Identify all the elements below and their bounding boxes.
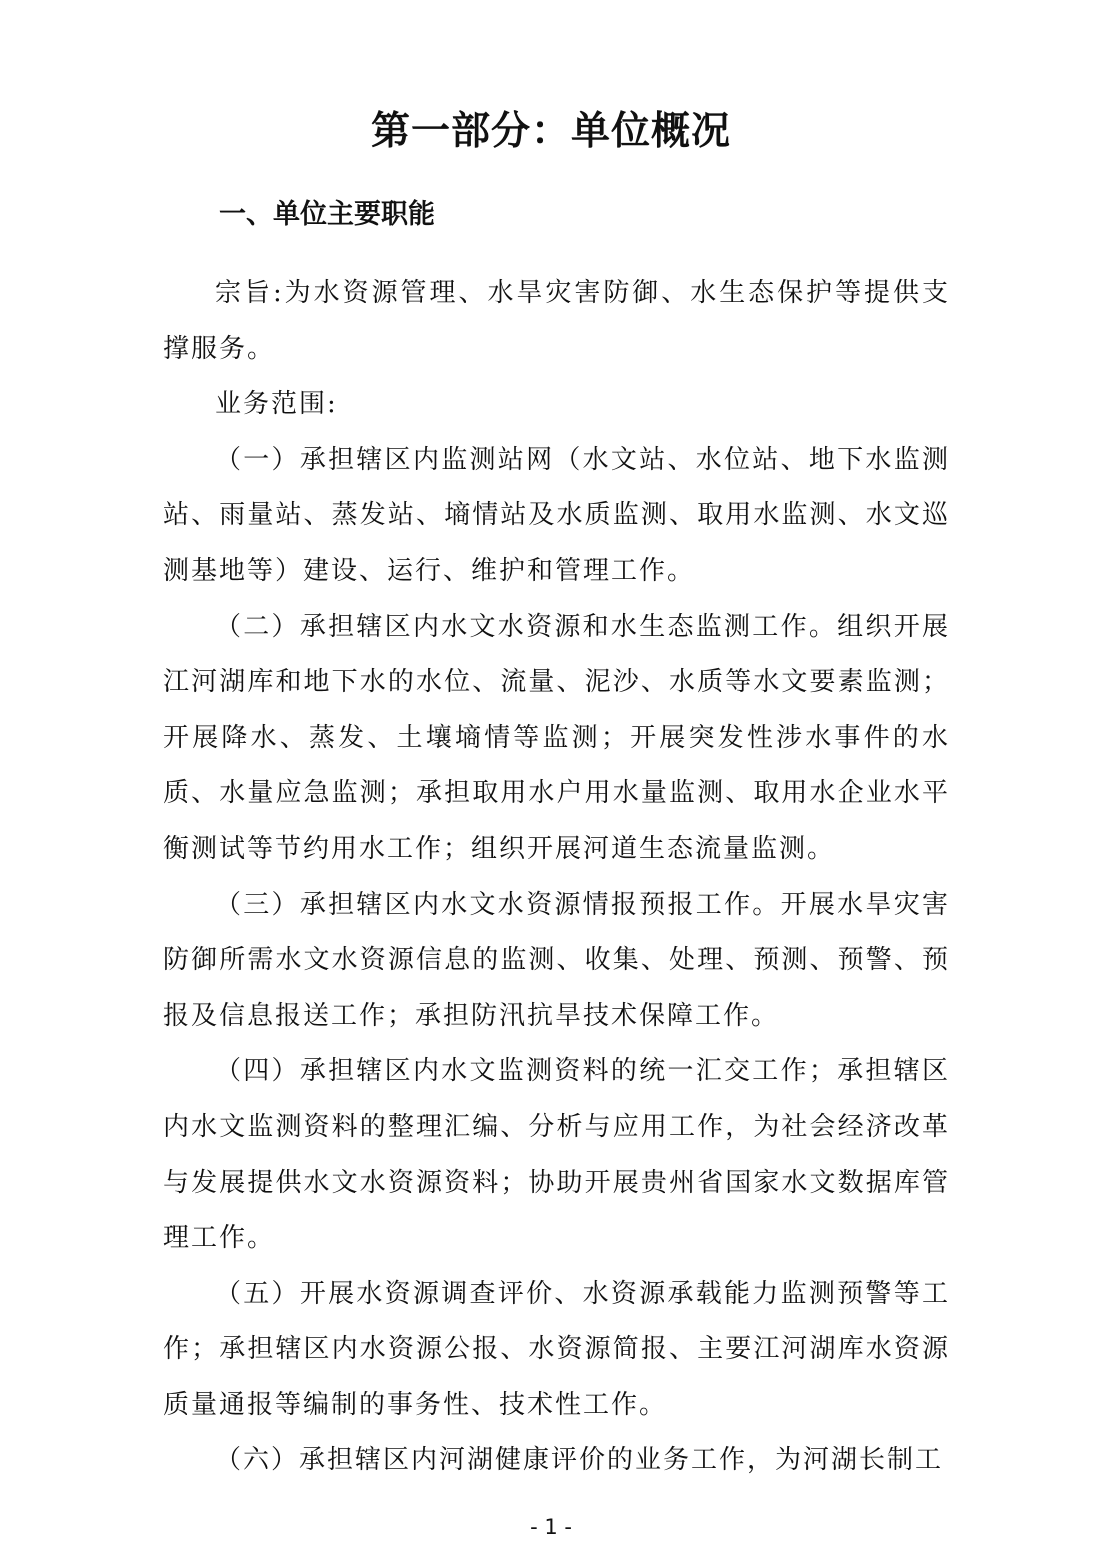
page-title: 第一部分：单位概况 — [370, 109, 731, 154]
paragraph-scope-label: 业务范围: — [215, 389, 338, 420]
body-text — [163, 266, 950, 1489]
paragraph-item-3: （三）承担辖区内水文水资源情报预报工作。开展水旱灾害防御所需水文水资源信息的监测、收集、处理、预测、预警、预报及信息报送工作；承担防汛抗旱技术保障工作。 — [163, 889, 950, 1031]
paragraph-item-4: （四）承担辖区内水文监测资料的统一汇交工作；承担辖区内水文监测资料的整理汇编、分析与应用工作，为社会经济改革与发展提供水文水资源资料；协助开展贵州省国家水文数据库管理工作。 — [163, 1056, 950, 1254]
paragraph-item-1: （一）承担辖区内监测站网（水文站、水位站、地下水监测站、雨量站、蒸发站、墒情站及水质监测、取用水监测、水文巡测基地等）建设、运行、维护和管理工作。 — [163, 444, 950, 586]
page-number: - 1 - — [530, 1515, 572, 1539]
section-heading: 一、单位主要职能 — [219, 199, 435, 230]
paragraph-item-6: （六）承担辖区内河湖健康评价的业务工作，为河湖长制工 — [215, 1445, 944, 1476]
paragraph-item-2: （二）承担辖区内水文水资源和水生态监测工作。组织开展江河湖库和地下水的水位、流量、泥沙、水质等水文要素监测；开展降水、蒸发、土壤墒情等监测；开展突发性涉水事件的水质、水量应急监测；承担取用水户用水量监测、取用水企业水平衡测试等节约用水工作；组织开展河道生态流量监测。 — [163, 611, 950, 864]
paragraph-purpose: 宗旨:为水资源管理、水旱灾害防御、水生态保护等提供支撑服务。 — [163, 278, 950, 364]
paragraph-item-5: （五）开展水资源调查评价、水资源承载能力监测预警等工作；承担辖区内水资源公报、水资源简报、主要江河湖库水资源质量通报等编制的事务性、技术性工作。 — [163, 1278, 950, 1420]
